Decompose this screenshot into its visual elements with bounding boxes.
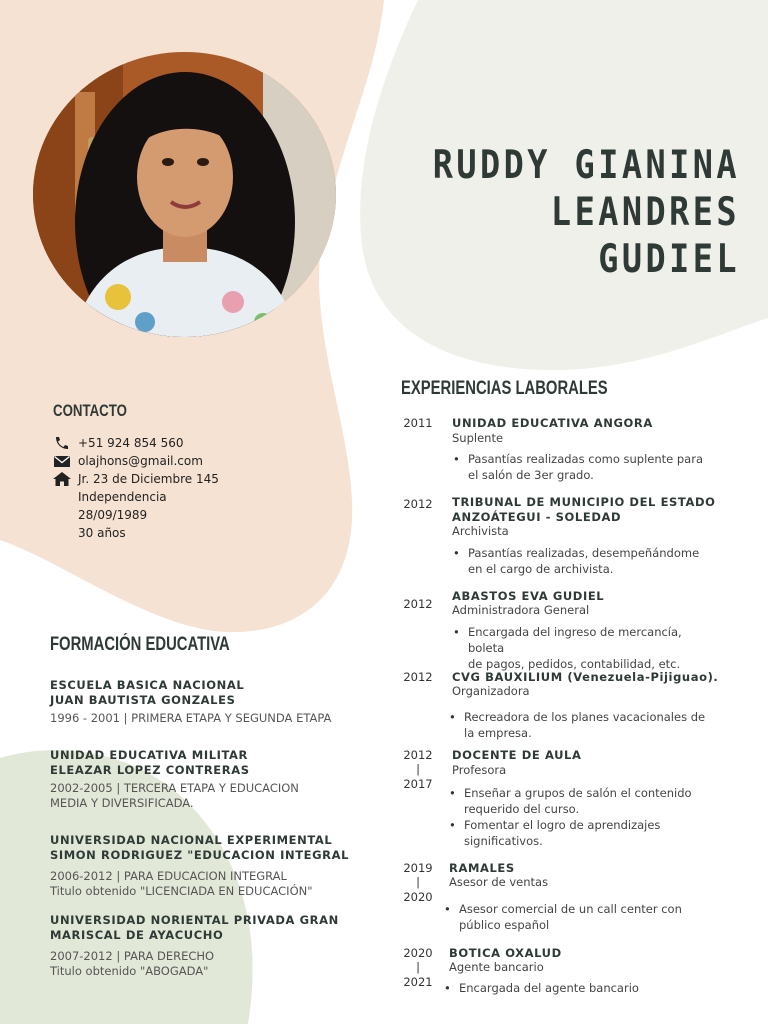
contact-address	[53, 470, 353, 488]
experience-bullet	[459, 901, 709, 933]
job-role: Archivista	[452, 524, 509, 538]
name-line-2: LEANDRES GUDIEL	[550, 190, 740, 282]
bullet-text: Asesor comercial de un call center con	[459, 902, 682, 916]
full-name	[380, 142, 740, 283]
education-detail-cont: Titulo obtenido "LICENCIADA EN EDUCACIÓN"	[50, 884, 313, 898]
education-detail: 2006-2012 | PARA EDUCACION INTEGRAL	[50, 869, 287, 883]
contact-age	[53, 524, 353, 542]
employer-name: RAMALES	[449, 861, 515, 875]
experience-year-end: 2017	[403, 777, 433, 791]
email-text: olajhons@gmail.com	[78, 454, 203, 468]
home-icon	[53, 472, 71, 486]
bullet-text-cont: el salón de 3er grado.	[468, 468, 594, 482]
experience-year: 2012	[403, 597, 433, 611]
job-role: Administradora General	[452, 603, 590, 617]
bullet-text: Enseñar a grupos de salón el contenido	[464, 786, 692, 800]
education-item	[50, 678, 370, 726]
institution-name-cont: JUAN BAUTISTA GONZALES	[50, 693, 236, 707]
experience-bullet	[464, 817, 714, 849]
institution-name-cont: SIMON RODRIGUEZ "EDUCACION INTEGRAL	[50, 848, 350, 862]
institution-name: UNIVERSIDAD NORIENTAL PRIVADA GRAN	[50, 913, 339, 927]
education-item	[50, 833, 370, 899]
experience-bullet	[468, 624, 718, 672]
job-role: Organizadora	[452, 684, 530, 698]
education-heading: FORMACIÓN EDUCATIVA	[50, 634, 230, 655]
experience-heading: EXPERIENCIAS LABORALES	[401, 378, 608, 399]
institution-name: UNIVERSIDAD NACIONAL EXPERIMENTAL	[50, 833, 333, 847]
institution-name: UNIDAD EDUCATIVA MILITAR	[50, 748, 249, 762]
institution-name-cont: MARISCAL DE AYACUCHO	[50, 928, 224, 942]
job-role: Suplente	[452, 431, 504, 445]
education-item	[50, 748, 370, 811]
bullet-text: Pasantías realizadas, desempeñándome	[468, 546, 700, 560]
experience-year-separator: |	[416, 875, 420, 889]
bullet-text-cont: de pagos, pedidos, contabilidad, etc.	[468, 657, 681, 671]
employer-name: UNIDAD EDUCATIVA ANGORA	[452, 416, 653, 430]
experience-year: 2012	[403, 497, 433, 511]
experience-bullet	[459, 980, 709, 996]
education-detail: 1996 - 2001 | PRIMERA ETAPA Y SEGUNDA ETAPA	[50, 711, 332, 725]
institution-name: ESCUELA BASICA NACIONAL	[50, 678, 245, 692]
experience-year: 2012	[403, 670, 433, 684]
education-detail-cont: MEDIA Y DIVERSIFICADA.	[50, 796, 194, 810]
employer-name: BOTICA OXALUD	[449, 946, 562, 960]
employer-name: CVG BAUXILIUM (Venezuela-Pijiguao).	[452, 670, 719, 684]
mail-icon	[53, 454, 71, 468]
job-role: Profesora	[452, 763, 507, 777]
contact-district	[53, 488, 353, 506]
employer-name: ABASTOS EVA GUDIEL	[452, 589, 605, 603]
bullet-text-cont: requerido del curso.	[464, 802, 580, 816]
bullet-text-cont: significativos.	[464, 834, 543, 848]
education-detail: 2007-2012 | PARA DERECHO	[50, 949, 215, 963]
bullet-text: Encargada del agente bancario	[459, 981, 639, 995]
bullet-text: Pasantías realizadas como suplente para	[468, 452, 704, 466]
birthdate-text: 28/09/1989	[78, 508, 148, 522]
experience-year-separator: |	[416, 960, 420, 974]
phone-icon	[53, 436, 71, 450]
job-role: Agente bancario	[449, 960, 544, 974]
address-text: Jr. 23 de Diciembre 145	[78, 472, 219, 486]
experience-year-start: 2019	[403, 861, 433, 875]
bullet-text: Fomentar el logro de aprendizajes	[464, 818, 661, 832]
bullet-text-cont: público español	[459, 918, 550, 932]
district-text: Independencia	[78, 490, 167, 504]
bullet-text-cont: la empresa.	[464, 726, 532, 740]
education-item	[50, 913, 370, 979]
contact-email	[53, 452, 353, 470]
contact-phone	[53, 434, 353, 452]
experience-bullet	[468, 451, 718, 483]
name-line-1: RUDDY GIANINA	[432, 143, 740, 188]
age-text: 30 años	[78, 526, 126, 540]
employer-name: TRIBUNAL DE MUNICIPIO DEL ESTADO	[452, 495, 716, 509]
experience-bullet	[468, 545, 718, 577]
experience-year-end: 2020	[403, 890, 433, 904]
institution-name-cont: ELEAZAR LOPEZ CONTRERAS	[50, 763, 250, 777]
job-role: Asesor de ventas	[449, 875, 549, 889]
education-detail-cont: Titulo obtenido "ABOGADA"	[50, 964, 209, 978]
bullet-text: Encargada del ingreso de mercancía, boleta	[468, 625, 682, 655]
bullet-text: Recreadora de los planes vacacionales de	[464, 710, 706, 724]
experience-bullet	[464, 785, 714, 817]
employer-name: DOCENTE DE AULA	[452, 748, 582, 762]
bullet-text-cont: en el cargo de archivista.	[468, 562, 614, 576]
employer-name-cont: ANZOÁTEGUI - SOLEDAD	[452, 510, 622, 524]
contact-heading: CONTACTO	[53, 401, 127, 420]
experience-year-separator: |	[416, 762, 420, 776]
phone-text: +51 924 854 560	[78, 436, 184, 450]
contact-section	[53, 434, 353, 542]
experience-year-start: 2012	[403, 748, 433, 762]
experience-bullet	[464, 709, 714, 741]
experience-year: 2011	[403, 416, 433, 430]
experience-year-end: 2021	[403, 975, 433, 989]
profile-photo	[33, 52, 336, 337]
experience-year-start: 2020	[403, 946, 433, 960]
education-detail: 2002-2005 | TERCERA ETAPA Y EDUCACION	[50, 781, 299, 795]
contact-birthdate	[53, 506, 353, 524]
